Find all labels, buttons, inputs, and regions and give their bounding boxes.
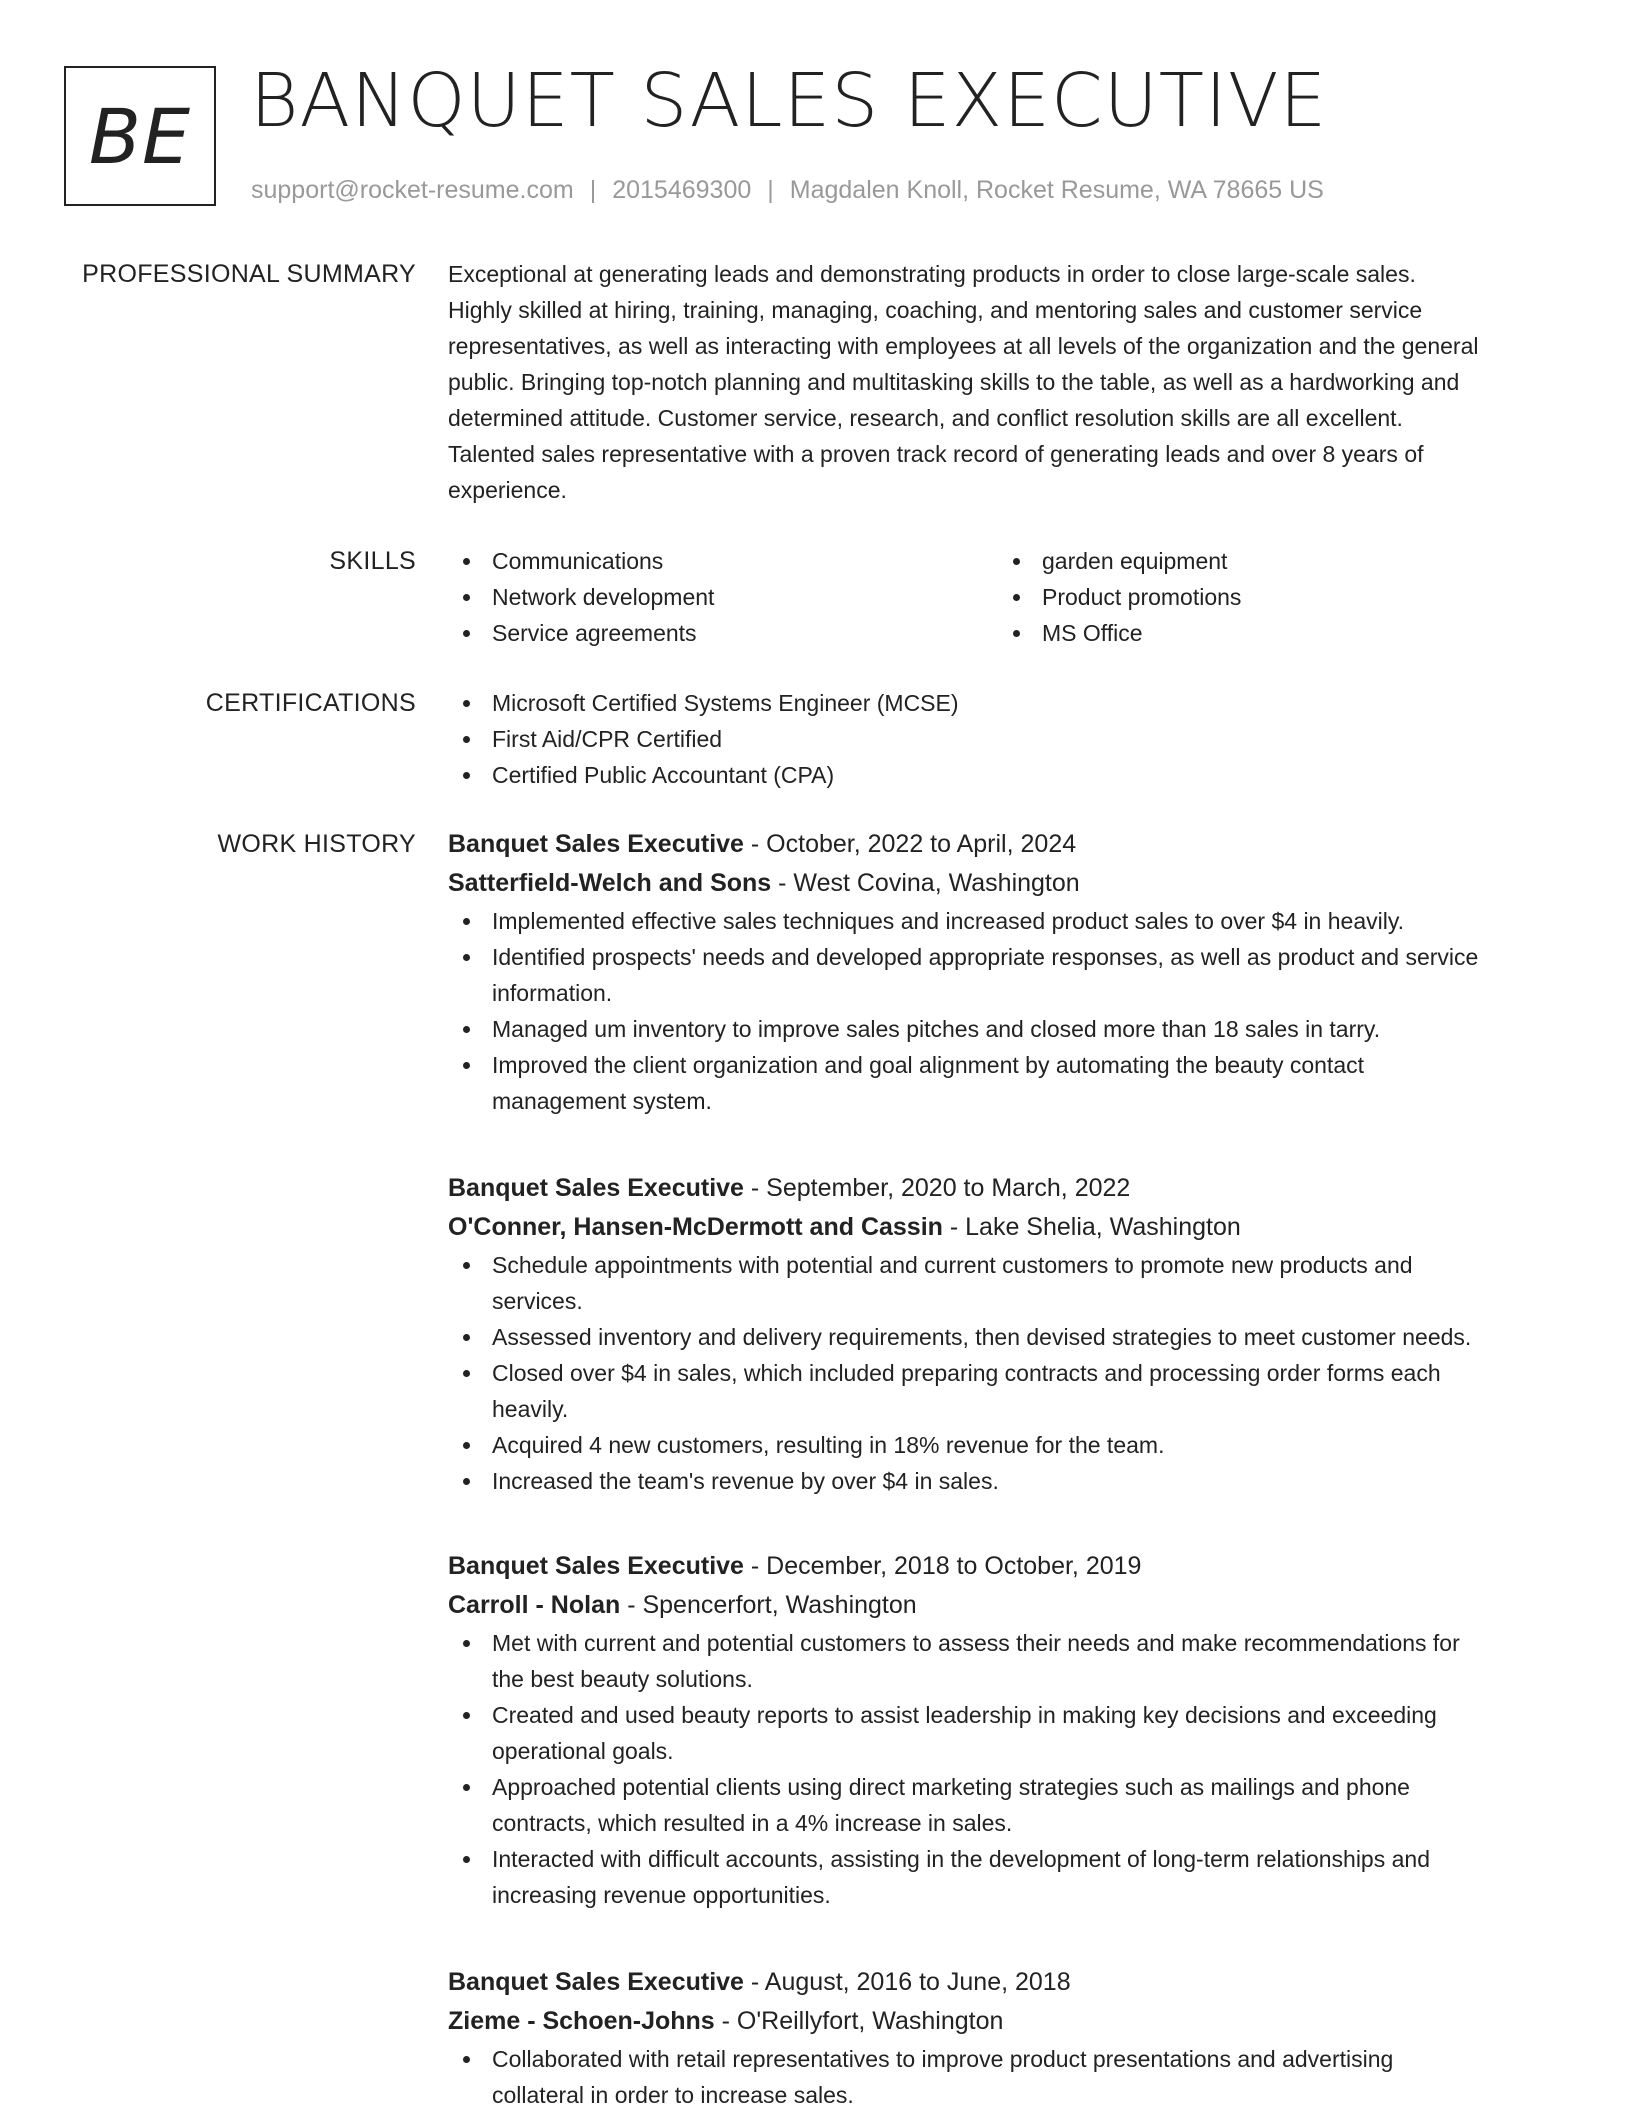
job-company: Satterfield-Welch and Sons <box>448 869 772 897</box>
job-company-line <box>448 2002 1568 2041</box>
job-location: - West Covina, Washington <box>771 869 1080 897</box>
summary-heading: PROFESSIONAL SUMMARY <box>82 260 416 288</box>
job-title-line <box>448 1547 1568 1586</box>
skills-column-left <box>448 543 998 651</box>
job-duty <box>492 1463 1568 1499</box>
skill-item: Network development <box>492 579 998 615</box>
job-title-line <box>448 825 1568 864</box>
job-duties <box>448 2041 1568 2113</box>
job-title: Banquet Sales Executive <box>448 1174 744 1202</box>
duty-text: Created and used beauty reports to assist leadership in making key decisions and exceeding <box>492 1702 1437 1728</box>
duty-text: Collaborated with retail representatives to improve product presentations and advertising <box>492 2046 1394 2072</box>
job-duty <box>492 939 1568 1011</box>
certifications-heading: CERTIFICATIONS <box>205 689 416 717</box>
monogram-badge <box>64 66 216 206</box>
job-location: - Spencerfort, Washington <box>620 1591 917 1619</box>
job-entry <box>448 1169 1568 1499</box>
skill-item: Service agreements <box>492 615 998 651</box>
contact-separator: | <box>767 176 774 204</box>
job-location: - Lake Shelia, Washington <box>942 1213 1241 1241</box>
job-duty <box>492 1697 1568 1769</box>
job-duties <box>448 1625 1568 1913</box>
skills-column-right <box>998 543 1548 651</box>
contact-line <box>251 172 1324 208</box>
resume-name-title: BANQUET SALES EXECUTIVE <box>250 58 1328 144</box>
duty-text: Identified prospects' needs and developed appropriate responses, as well as product and service <box>492 944 1479 970</box>
job-duties <box>448 903 1568 1119</box>
skills-heading: SKILLS <box>329 547 416 575</box>
skills-list <box>448 543 1568 651</box>
work-history-heading: WORK HISTORY <box>217 830 416 858</box>
job-company-line <box>448 1208 1568 1247</box>
duty-text: Managed um inventory to improve sales pitches and closed more than 18 sales in tarry. <box>492 1016 1381 1042</box>
duty-text: information. <box>492 980 613 1006</box>
job-duty <box>492 2041 1568 2113</box>
job-title: Banquet Sales Executive <box>448 1968 744 1996</box>
job-company: Carroll - Nolan <box>448 1591 621 1619</box>
duty-text: Met with current and potential customers to assess their needs and make recommendations for <box>492 1630 1460 1656</box>
certification-item: Certified Public Accountant (CPA) <box>492 757 1568 793</box>
job-entry <box>448 825 1568 1119</box>
job-dates: - September, 2020 to March, 2022 <box>743 1174 1131 1202</box>
summary-line: Highly skilled at hiring, training, managing, coaching, and mentoring sales and customer service <box>448 297 1423 323</box>
job-duty <box>492 1247 1568 1319</box>
duty-text: operational goals. <box>492 1738 674 1764</box>
job-duty <box>492 1011 1568 1047</box>
duty-text: the best beauty solutions. <box>492 1666 753 1692</box>
job-company-line <box>448 1586 1568 1625</box>
skill-item: MS Office <box>1042 615 1548 651</box>
job-dates: - December, 2018 to October, 2019 <box>743 1552 1142 1580</box>
skill-item: Communications <box>492 543 998 579</box>
job-location: - O'Reillyfort, Washington <box>714 2007 1004 2035</box>
duty-text: Interacted with difficult accounts, assisting in the development of long-term relationships and <box>492 1846 1430 1872</box>
duty-text: collateral in order to increase sales. <box>492 2082 854 2108</box>
duty-text: contracts, which resulted in a 4% increase in sales. <box>492 1810 1013 1836</box>
job-title: Banquet Sales Executive <box>448 1552 744 1580</box>
job-title-line <box>448 1963 1568 2002</box>
skill-item: garden equipment <box>1042 543 1548 579</box>
certification-item: Microsoft Certified Systems Engineer (MCSE) <box>492 685 1568 721</box>
job-company: Zieme - Schoen-Johns <box>448 2007 715 2035</box>
summary-line: representatives, as well as interacting with employees at all levels of the organization and the general <box>448 333 1479 359</box>
job-duty <box>492 1625 1568 1697</box>
summary-line: determined attitude. Customer service, research, and conflict resolution skills are all excellent. <box>448 405 1403 431</box>
certification-item: First Aid/CPR Certified <box>492 721 1568 757</box>
job-duty <box>492 903 1568 939</box>
duty-text: increasing revenue opportunities. <box>492 1882 831 1908</box>
job-duty <box>492 1319 1568 1355</box>
duty-text: heavily. <box>492 1396 569 1422</box>
summary-line: experience. <box>448 477 567 503</box>
job-company: O'Conner, Hansen-McDermott and Cassin <box>448 1213 943 1241</box>
duty-text: Increased the team's revenue by over $4 in sales. <box>492 1468 999 1494</box>
contact-separator: | <box>589 176 597 204</box>
duty-text: services. <box>492 1288 583 1314</box>
contact-address: Magdalen Knoll, Rocket Resume, WA 78665 US <box>789 176 1324 204</box>
job-dates: - August, 2016 to June, 2018 <box>743 1968 1071 1996</box>
job-entry <box>448 1963 1568 2113</box>
summary-line: public. Bringing top-notch planning and multitasking skills to the table, as well as a hardworking and <box>448 369 1460 395</box>
duty-text: Improved the client organization and goal alignment by automating the beauty contact <box>492 1052 1365 1078</box>
job-title: Banquet Sales Executive <box>448 830 744 858</box>
duty-text: Approached potential clients using direct marketing strategies such as mailings and phone <box>492 1774 1410 1800</box>
contact-phone: 2015469300 <box>612 176 752 204</box>
job-title-line <box>448 1169 1568 1208</box>
summary-text <box>448 256 1568 508</box>
job-duty <box>492 1427 1568 1463</box>
job-duty <box>492 1841 1568 1913</box>
duty-text: Acquired 4 new customers, resulting in 18% revenue for the team. <box>492 1432 1165 1458</box>
job-duties <box>448 1247 1568 1499</box>
job-duty <box>492 1769 1568 1841</box>
duty-text: Schedule appointments with potential and current customers to promote new products and <box>492 1252 1413 1278</box>
job-duty <box>492 1355 1568 1427</box>
job-company-line <box>448 864 1568 903</box>
duty-text: management system. <box>492 1088 712 1114</box>
job-dates: - October, 2022 to April, 2024 <box>743 830 1077 858</box>
monogram-text: BE <box>88 91 192 181</box>
summary-line: Talented sales representative with a proven track record of generating leads and over 8 years of <box>448 441 1424 467</box>
duty-text: Implemented effective sales techniques and increased product sales to over $4 in heavily. <box>492 908 1405 934</box>
job-entry <box>448 1547 1568 1913</box>
duty-text: Closed over $4 in sales, which included preparing contracts and processing order forms each <box>492 1360 1441 1386</box>
job-duty <box>492 1047 1568 1119</box>
certifications-list <box>448 685 1568 793</box>
contact-email: support@rocket-resume.com <box>251 176 574 204</box>
skill-item: Product promotions <box>1042 579 1548 615</box>
summary-line: Exceptional at generating leads and demonstrating products in order to close large-scale sales. <box>448 261 1416 287</box>
duty-text: Assessed inventory and delivery requirements, then devised strategies to meet customer needs. <box>492 1324 1472 1350</box>
